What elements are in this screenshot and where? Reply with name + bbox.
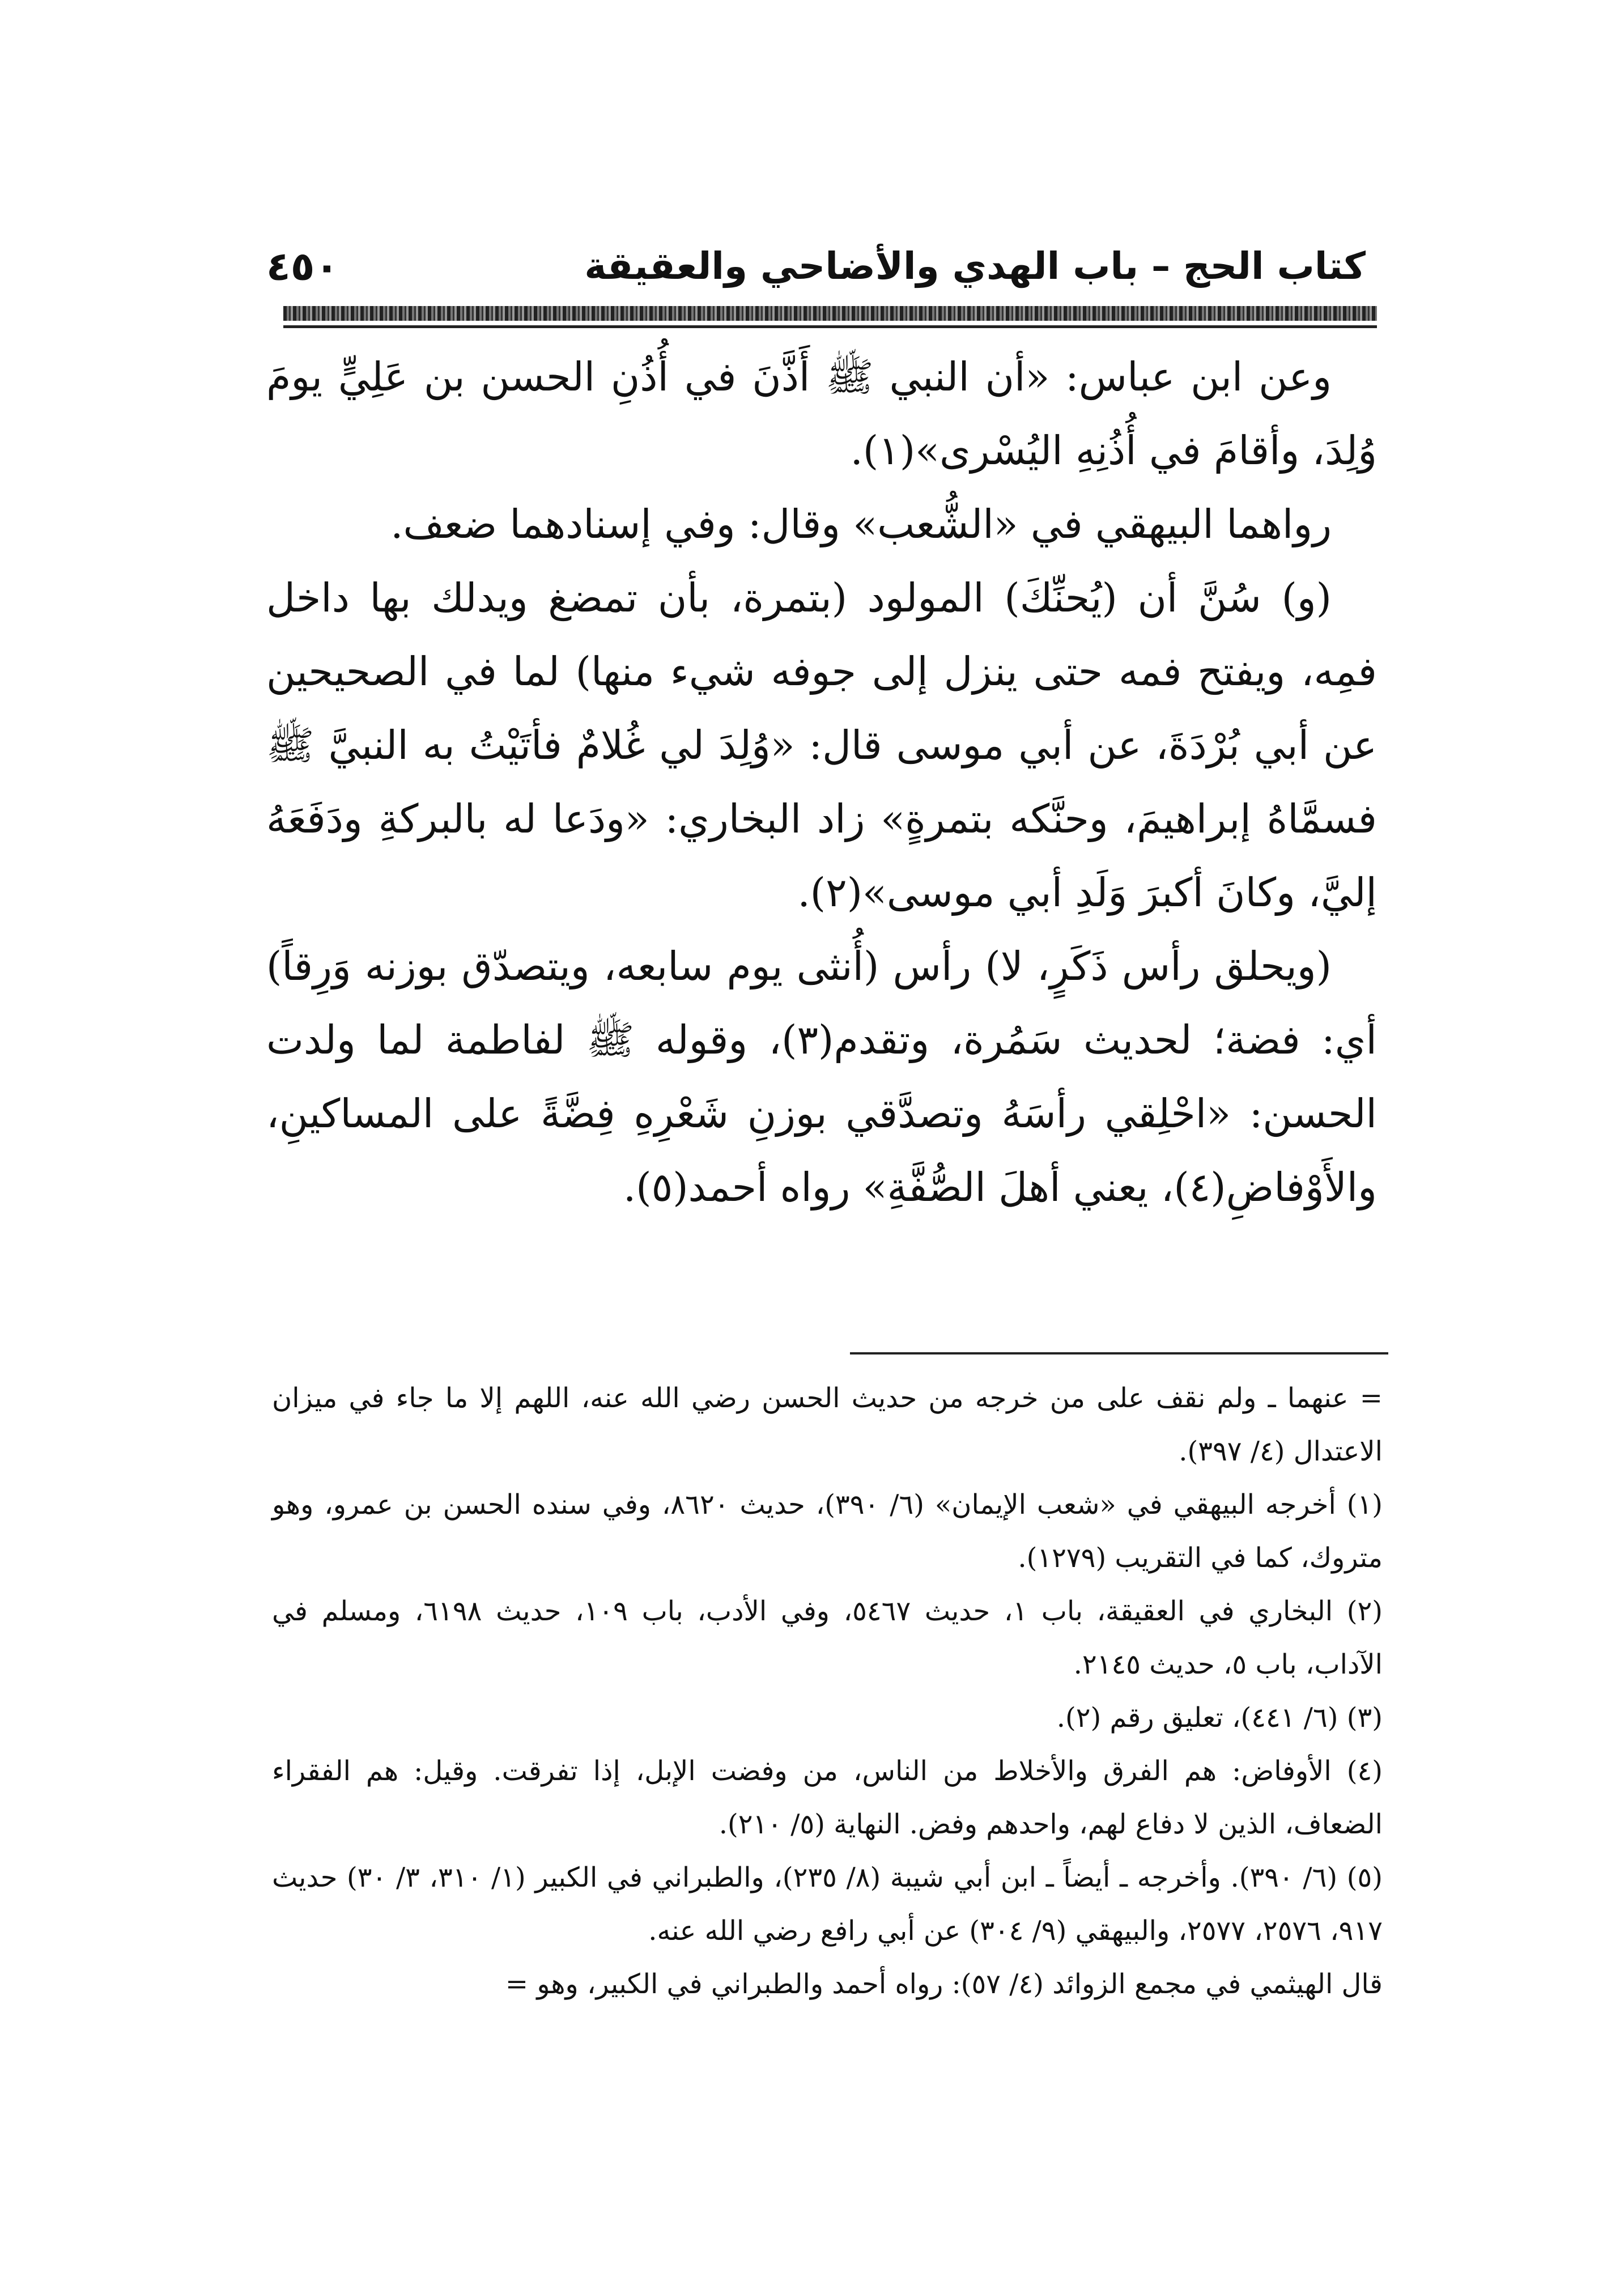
main-text [266, 340, 1377, 1224]
footnote-3: (٣) (٦/ ٤٤١)، تعليق رقم (٢). [1056, 1702, 1383, 1734]
footnotes [272, 1371, 1383, 2011]
footnote-4: (٤) الأوفاض: هم الفرق والأخلاط من الناس، من وفضت الإبل، إذا تفرقت. وقيل: هم الفقراء الضعاف، الذين لا دفاع لهم، واحدهم وفض. النهاية (٥/ ٢١٠). [272, 1755, 1383, 1840]
header-rule-line [283, 325, 1377, 328]
paragraph-tahnik: (و) سُنَّ أن (يُحنِّكَ) المولود (بتمرة، بأن تمضغ ويدلك بها داخل فمِه، ويفتح فمه حتى ينزل إلى جوفه شيء منها) لما في الصحيحين عن أبي بُرْدَةَ، عن أبي موسى قال: «وُلِدَ لي غُلامٌ فأتَيْتُ به النبيَّ ﷺ فسمَّاهُ إبراهيمَ، وحنَّكه بتمرةٍ» زاد البخاري: «ودَعا له بالبركةِ ودَفَعَهُ إليَّ، وكانَ أكبرَ وَلَدِ أبي موسى»(٢). [266, 575, 1378, 916]
footnote-1: (١) أخرجه البيهقي في «شعب الإيمان» (٦/ ٣٩٠)، حديث ٨٦٢٠، وفي سنده الحسن بن عمرو، وهو متروك، كما في التقريب (١٢٧٩). [272, 1489, 1383, 1574]
header-title: كتاب الحج – باب الهدي والأضاحي والعقيقة [584, 244, 1366, 288]
footnote-separator [850, 1352, 1388, 1354]
footnote-5: (٥) (٦/ ٣٩٠). وأخرجه ـ أيضاً ـ ابن أبي شيبة (٨/ ٢٣٥)، والطبراني في الكبير (١/ ٣١٠، ٣/ ٣٠) حديث ٩١٧، ٢٥٧٦، ٢٥٧٧، والبيهقي (٩/ ٣٠٤) عن أبي رافع رضي الله عنه. [272, 1862, 1383, 1947]
footnote-continuation: = عنهما ـ ولم نقف على من خرجه من حديث الحسن رضي الله عنه، اللهم إلا ما جاء في ميزان الاعتدال (٤/ ٣٩٧). [272, 1382, 1383, 1467]
paragraph-shaving-head: (ويحلق رأس ذَكَرٍ، لا) رأس (أُنثى يوم سابعه، ويتصدّق بوزنه وَرِقاً) أي: فضة؛ لحديث سَمُرة، وتقدم(٣)، وقوله ﷺ لفاطمة لما ولدت الحسن: «احْلِقي رأسَهُ وتصدَّقي بوزنِ شَعْرِهِ فِضَّةً على المساكينِ، والأَوْفاضِ(٤)، يعني أهلَ الصُّفَّةِ» رواه أحمد(٥). [266, 943, 1377, 1211]
header-ornamental-rule [283, 306, 1377, 321]
paragraph-hadith-ibn-abbas: وعن ابن عباس: «أن النبي ﷺ أَذَّنَ في أُذُنِ الحسن بن عَلِيٍّ يومَ وُلِدَ، وأقامَ في أُذُنِهِ اليُسْرى»(١). [266, 354, 1377, 474]
paragraph-bayhaqi-note: رواهما البيهقي في «الشُّعب» وقال: وفي إسنادهما ضعف. [390, 501, 1332, 547]
running-header [266, 238, 1366, 300]
footnote-continued-line: قال الهيثمي في مجمع الزوائد (٤/ ٥٧): رواه أحمد والطبراني في الكبير، وهو = [505, 1968, 1383, 2000]
page-number: ٤٥٠ [266, 243, 339, 290]
footnote-2: (٢) البخاري في العقيقة، باب ١، حديث ٥٤٦٧، وفي الأدب، باب ١٠٩، حديث ٦١٩٨، ومسلم في الآداب، باب ٥، حديث ٢١٤٥. [272, 1595, 1383, 1680]
